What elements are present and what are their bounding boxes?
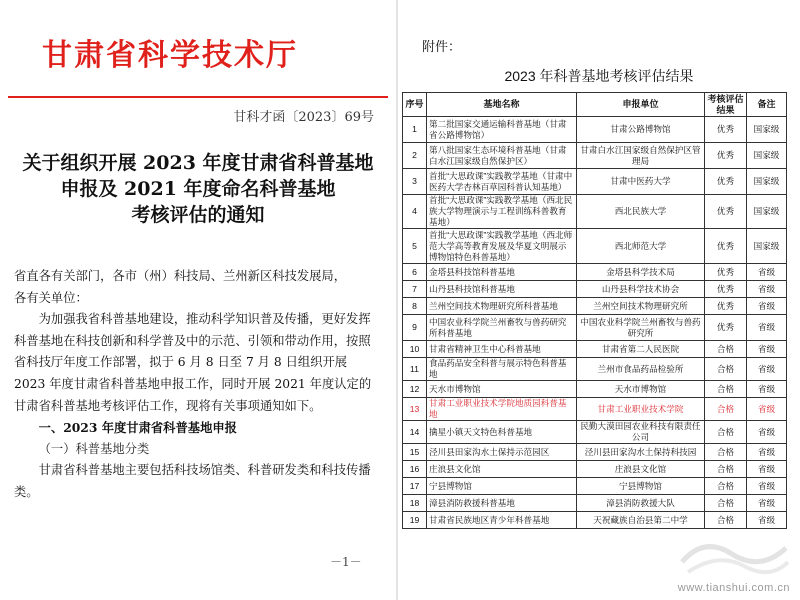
title-line-2: 申报及 2021 年度命名科普基地	[60, 178, 336, 200]
cell-result: 优秀	[705, 169, 747, 195]
cell-remark: 省级	[747, 478, 787, 495]
cell-base-name: 漳县消防救援科普基地	[427, 495, 577, 512]
cell-applicant: 中国农业科学院兰州畜牧与兽药研究所	[577, 315, 705, 341]
column-header-applicant: 申报单位	[577, 93, 705, 117]
left-document-page	[0, 0, 396, 600]
cell-base-name: 第八批国家生态环境科普基地（甘肃白水江国家级自然保护区）	[427, 143, 577, 169]
cell-remark: 省级	[747, 444, 787, 461]
cell-index: 14	[403, 421, 427, 444]
cell-remark: 省级	[747, 298, 787, 315]
table-header-row	[403, 93, 787, 117]
cell-result: 合格	[705, 421, 747, 444]
title-line-3: 考核评估的通知	[131, 204, 265, 226]
document-title	[0, 150, 396, 228]
cell-index: 13	[403, 398, 427, 421]
cell-base-name: 第二批国家交通运输科普基地（甘肃省公路博物馆）	[427, 117, 577, 143]
cell-applicant: 甘肃公路博物馆	[577, 117, 705, 143]
cell-index: 2	[403, 143, 427, 169]
cell-index: 1	[403, 117, 427, 143]
cell-applicant: 庄浪县文化馆	[577, 461, 705, 478]
cell-base-name: 甘肃省精神卫生中心科普基地	[427, 341, 577, 358]
cell-remark: 省级	[747, 381, 787, 398]
cell-base-name: 宁县博物馆	[427, 478, 577, 495]
cell-applicant: 金塔县科学技术局	[577, 264, 705, 281]
attachment-label: 附件：	[422, 39, 462, 54]
cell-result: 优秀	[705, 117, 747, 143]
table-row	[403, 495, 787, 512]
table-row	[403, 117, 787, 143]
column-header-remark: 备注	[747, 93, 787, 117]
cell-applicant: 甘肃白水江国家级自然保护区管理局	[577, 143, 705, 169]
cell-result: 优秀	[705, 143, 747, 169]
cell-result: 优秀	[705, 315, 747, 341]
table-row	[403, 421, 787, 444]
cell-index: 15	[403, 444, 427, 461]
table-row	[403, 229, 787, 264]
cell-applicant: 兰州空间技术物理研究所	[577, 298, 705, 315]
cell-applicant: 天水市博物馆	[577, 381, 705, 398]
table-row	[403, 264, 787, 281]
table-row	[403, 281, 787, 298]
cell-applicant: 兰州市食品药品检验所	[577, 358, 705, 381]
cell-result: 优秀	[705, 298, 747, 315]
document-body	[14, 266, 382, 504]
cell-index: 6	[403, 264, 427, 281]
table-body	[403, 117, 787, 529]
cell-applicant: 西北师范大学	[577, 229, 705, 264]
cell-remark: 国家级	[747, 229, 787, 264]
cell-remark: 国家级	[747, 195, 787, 229]
table-row	[403, 512, 787, 529]
cell-applicant: 天祝藏族自治县第二中学	[577, 512, 705, 529]
cell-result: 合格	[705, 341, 747, 358]
cell-result: 合格	[705, 478, 747, 495]
cell-index: 5	[403, 229, 427, 264]
cell-result: 合格	[705, 358, 747, 381]
cell-result: 合格	[705, 461, 747, 478]
cell-remark: 国家级	[747, 169, 787, 195]
cell-applicant: 山丹县科学技术协会	[577, 281, 705, 298]
table-row	[403, 315, 787, 341]
cell-result: 合格	[705, 495, 747, 512]
table-row	[403, 298, 787, 315]
cell-index: 12	[403, 381, 427, 398]
cell-remark: 省级	[747, 495, 787, 512]
section-heading-1: 一、2023 年度甘肃省科普基地申报	[38, 420, 237, 436]
cell-base-name: 中国农业科学院兰州畜牧与兽药研究所科普基地	[427, 315, 577, 341]
cell-remark: 国家级	[747, 117, 787, 143]
cell-result: 优秀	[705, 195, 747, 229]
cell-applicant: 甘肃省第二人民医院	[577, 341, 705, 358]
column-header-result: 考核评估结果	[705, 93, 747, 117]
cell-index: 4	[403, 195, 427, 229]
intro-paragraph: 为加强我省科普基地建设，推动科学知识普及传播，更好发挥科普基地在科技创新和科学普及中的示范、引领和带动作用，按照省科技厅年度工作部署，拟于 6 月 8 日至 7 月 8 日组织开展 2023 年度甘肃省科普基地申报工作，同时开展 2021 年度认定的甘肃省科普基地考核评估工作，现将有关事项通知如下。	[14, 312, 372, 413]
cell-base-name: 首批“大思政课”实践教学基地（西北师范大学高等教育发展及华夏文明展示博物馆特色科普基地）	[427, 229, 577, 264]
cell-applicant: 甘肃工业职业技术学院	[577, 398, 705, 421]
cell-remark: 省级	[747, 281, 787, 298]
table-row	[403, 381, 787, 398]
cell-result: 合格	[705, 512, 747, 529]
cell-applicant: 漳县消防救援大队	[577, 495, 705, 512]
cell-applicant: 民勤大漠田园农业科技有限责任公司	[577, 421, 705, 444]
red-divider-line	[8, 96, 388, 98]
cell-index: 19	[403, 512, 427, 529]
recipients-line-2: 各有关单位：	[14, 290, 88, 305]
title-line-1: 关于组织开展 2023 年度甘肃省科普基地	[22, 152, 374, 174]
cell-result: 合格	[705, 444, 747, 461]
cell-base-name: 食品药品安全科普与展示特色科普基地	[427, 358, 577, 381]
watermark-url: www.tianshui.com.cn	[677, 582, 790, 594]
category-paragraph: 甘肃省科普基地主要包括科技场馆类、科普研发类和科技传播类。	[14, 463, 371, 499]
cell-index: 18	[403, 495, 427, 512]
cell-base-name: 兰州空间技术物理研究所科普基地	[427, 298, 577, 315]
cell-index: 7	[403, 281, 427, 298]
cell-base-name: 首批“大思政课”实践教学基地（西北民族大学物理演示与工程训练科普教育基地）	[427, 195, 577, 229]
column-header-base-name: 基地名称	[427, 93, 577, 117]
cell-remark: 省级	[747, 421, 787, 444]
subsection-heading-1: （一）科普基地分类	[38, 441, 150, 456]
cell-index: 8	[403, 298, 427, 315]
table-row	[403, 341, 787, 358]
table-row	[403, 169, 787, 195]
table-row	[403, 444, 787, 461]
cell-applicant: 甘肃中医药大学	[577, 169, 705, 195]
cell-base-name: 擒星小镇天文特色科普基地	[427, 421, 577, 444]
issuer-header: 甘肃省科学技术厅	[42, 38, 298, 73]
recipients-line-1: 省直各有关部门，各市（州）科技局、兰州新区科技发展局，	[14, 269, 347, 283]
cell-result: 优秀	[705, 229, 747, 264]
cell-index: 3	[403, 169, 427, 195]
evaluation-results-table	[402, 92, 787, 529]
cell-result: 优秀	[705, 264, 747, 281]
cell-base-name: 泾川县田家沟水土保持示范园区	[427, 444, 577, 461]
page-number: －1－	[330, 555, 362, 569]
cell-remark: 省级	[747, 315, 787, 341]
cell-base-name: 金塔县科技馆科普基地	[427, 264, 577, 281]
cell-result: 合格	[705, 398, 747, 421]
table-title: 2023 年科普基地考核评估结果	[504, 68, 694, 84]
cell-applicant: 西北民族大学	[577, 195, 705, 229]
table-row	[403, 478, 787, 495]
cell-result: 合格	[705, 381, 747, 398]
table-row	[403, 461, 787, 478]
cell-remark: 省级	[747, 264, 787, 281]
cell-remark: 省级	[747, 461, 787, 478]
right-attachment-page	[398, 0, 800, 600]
cell-index: 10	[403, 341, 427, 358]
table-row	[403, 358, 787, 381]
cell-index: 11	[403, 358, 427, 381]
table-row	[403, 143, 787, 169]
table-row	[403, 398, 787, 421]
cell-index: 9	[403, 315, 427, 341]
cell-result: 优秀	[705, 281, 747, 298]
watermark-logo-icon	[674, 532, 794, 578]
document-number: 甘科才函〔2023〕69号	[233, 110, 374, 125]
cell-remark: 省级	[747, 358, 787, 381]
cell-index: 17	[403, 478, 427, 495]
cell-base-name: 甘肃省民族地区青少年科普基地	[427, 512, 577, 529]
cell-remark: 省级	[747, 512, 787, 529]
cell-base-name: 天水市博物馆	[427, 381, 577, 398]
cell-index: 16	[403, 461, 427, 478]
cell-remark: 省级	[747, 341, 787, 358]
column-header-index: 序号	[403, 93, 427, 117]
cell-applicant: 泾川县田家沟水土保持科技园	[577, 444, 705, 461]
table-row	[403, 195, 787, 229]
cell-applicant: 宁县博物馆	[577, 478, 705, 495]
cell-remark: 省级	[747, 398, 787, 421]
cell-remark: 国家级	[747, 143, 787, 169]
cell-base-name: 庄浪县文化馆	[427, 461, 577, 478]
cell-base-name: 山丹县科技馆科普基地	[427, 281, 577, 298]
cell-base-name: 首批“大思政课”实践教学基地（甘肃中医药大学杏林百草园科普认知基地）	[427, 169, 577, 195]
cell-base-name: 甘肃工业职业技术学院地质园科普基地	[427, 398, 577, 421]
